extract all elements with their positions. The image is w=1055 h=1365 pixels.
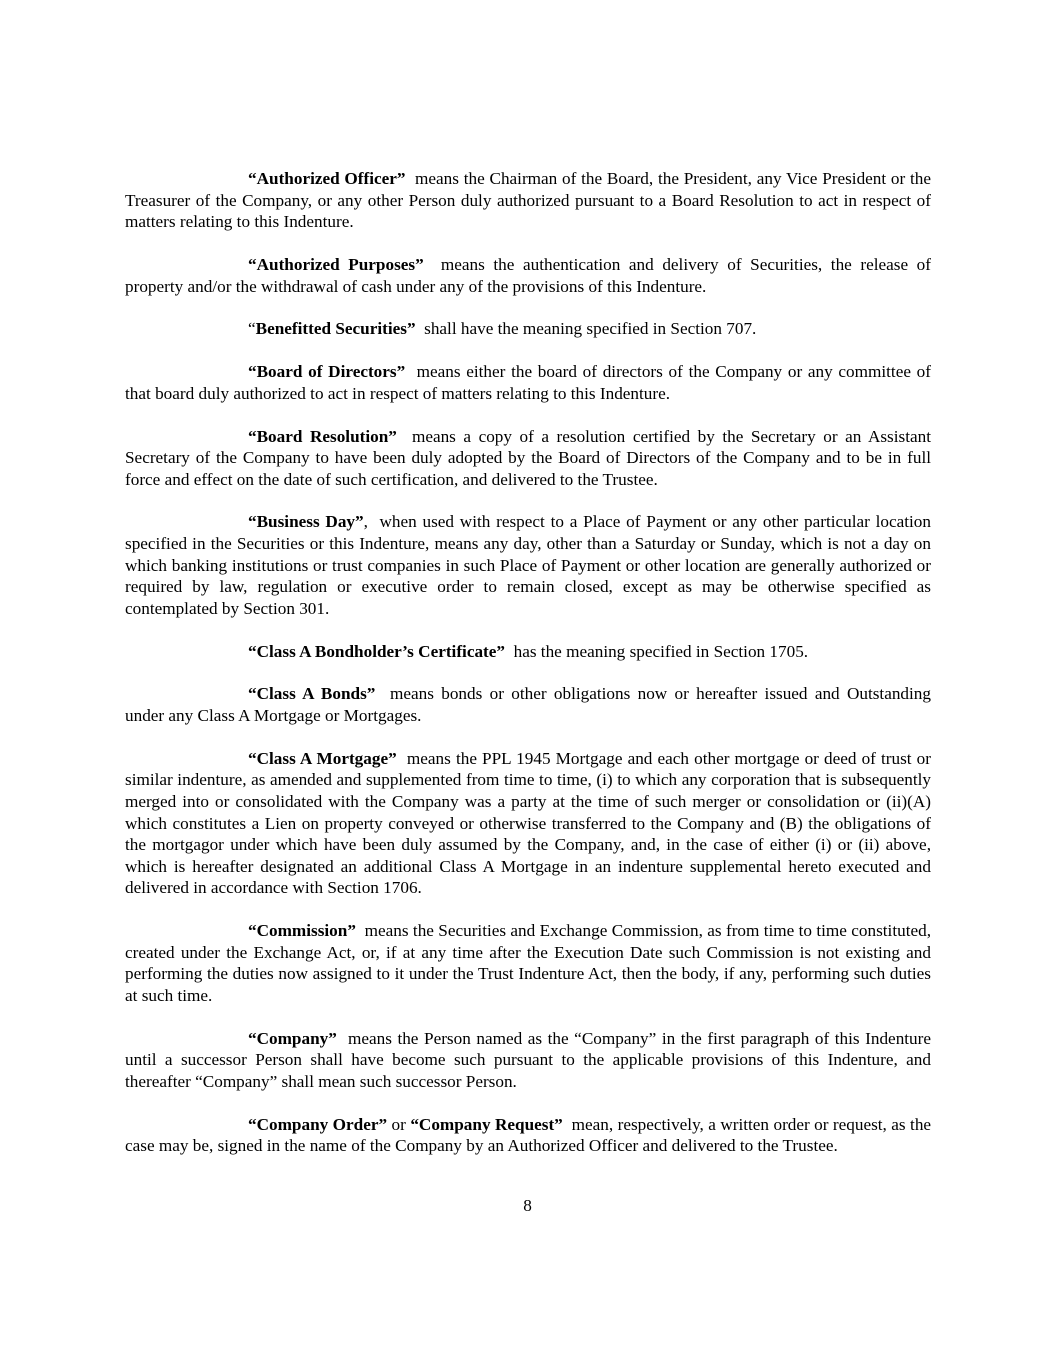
definition-text: means a copy of a resolution certified by the Secretary or an Assistant Secretary of the Company to have been duly adopted by the Board of Directors of the Company and to be in full force and effect on the date of such certification, and delivered to the Trustee.	[125, 426, 931, 489]
defined-term: “Class A Mortgage”	[248, 748, 397, 768]
page-number: 8	[523, 1196, 532, 1215]
definitions-section	[125, 168, 931, 1178]
definition-company-order	[125, 1114, 931, 1157]
definition-authorized-purposes	[125, 254, 931, 297]
definition-text: means the Person named as the “Company” in the first paragraph of this Indenture until a successor Person shall have become such pursuant to the applicable provisions of this Indenture, and thereafter “Company” shall mean such successor Person.	[125, 1028, 932, 1091]
definition-class-a-mortgage	[125, 748, 931, 899]
defined-term: “Board of Directors”	[248, 362, 406, 382]
definition-class-a-bondholders-certificate	[125, 641, 931, 663]
definition-commission	[125, 920, 931, 1006]
definition-text: when used with respect to a Place of Payment or any other particular location specified in the Securities or this Indenture, means any day, other than a Saturday or Sunday, which is not a day on which banking institutions or trust companies in such Place of Payment or other location are generally authorized or required by law, regulation or executive order to remain closed, except as may be otherwise specified as contemplated by Section 301.	[125, 512, 931, 618]
definition-class-a-bonds	[125, 683, 931, 726]
definition-text: means the authentication and delivery of Securities, the release of property and/or the withdrawal of cash under any of the provisions of this Indenture.	[125, 254, 932, 296]
defined-term: “Company”	[248, 1028, 337, 1048]
defined-term: “Board Resolution”	[248, 426, 397, 446]
defined-term: Benefitted Securities”	[255, 319, 416, 339]
open-quote: “	[248, 319, 256, 339]
definition-text: means either the board of directors of the Company or any committee of that board duly authorized to act in respect of matters relating to this Indenture.	[125, 362, 931, 403]
defined-term: “Company Request”	[410, 1114, 563, 1134]
definition-text: has the meaning specified in Section 1705.	[513, 641, 809, 661]
defined-term: “Company Order”	[248, 1114, 388, 1134]
definition-text: mean, respectively, a written order or request, as the case may be, signed in the name of the Company by an Authorized Officer and delivered to the Trustee.	[125, 1114, 932, 1156]
definition-text: shall have the meaning specified in Section 707.	[424, 319, 757, 339]
term-punctuation: ,	[363, 512, 368, 532]
definition-text: means bonds or other obligations now or hereafter issued and Outstanding under any Class A Mortgage or Mortgages.	[125, 684, 931, 725]
defined-term: “Business Day”	[248, 512, 364, 532]
defined-term: “Commission”	[248, 921, 356, 941]
definition-text: means the Securities and Exchange Commission, as from time to time constituted, created under the Exchange Act, or, if at any time after the Execution Date such Commission is not existing and performing the duties now assigned to it under the Trust Indenture Act, then the body, if any, performing such duties at such time.	[125, 921, 932, 1005]
defined-term: “Authorized Purposes”	[248, 254, 424, 274]
term-connector: or	[391, 1114, 406, 1134]
definition-board-of-directors	[125, 361, 931, 404]
definition-text: means the Chairman of the Board, the President, any Vice President or the Treasurer of the Company, or any other Person duly authorized pursuant to a Board Resolution to act in respect of matters relating to this Indenture.	[125, 169, 932, 232]
defined-term: “Class A Bonds”	[248, 684, 376, 704]
definition-board-resolution	[125, 426, 931, 491]
definition-authorized-officer	[125, 168, 931, 233]
defined-term: “Authorized Officer”	[248, 169, 406, 188]
defined-term: “Class A Bondholder’s Certificate”	[248, 641, 505, 661]
definition-benefitted-securities	[125, 318, 931, 340]
definition-text: means the PPL 1945 Mortgage and each other mortgage or deed of trust or similar indenture, as amended and supplemented from time to time, (i) to which any corporation that is subsequently merged into or consolidated with the Company was a party at the time of such merger or consolidation or (ii)(A) which constitutes a Lien on property conveyed or otherwise transferred to the Company and (B) the obligations of the mortgagor under which have been duly assumed by the Company, and, in the case of either (i) or (ii) above, which is hereafter designated an additional Class A Mortgage in an indenture supplemental hereto executed and delivered in accordance with Section 1706.	[125, 748, 931, 898]
definition-business-day	[125, 511, 931, 619]
definition-company	[125, 1028, 931, 1093]
